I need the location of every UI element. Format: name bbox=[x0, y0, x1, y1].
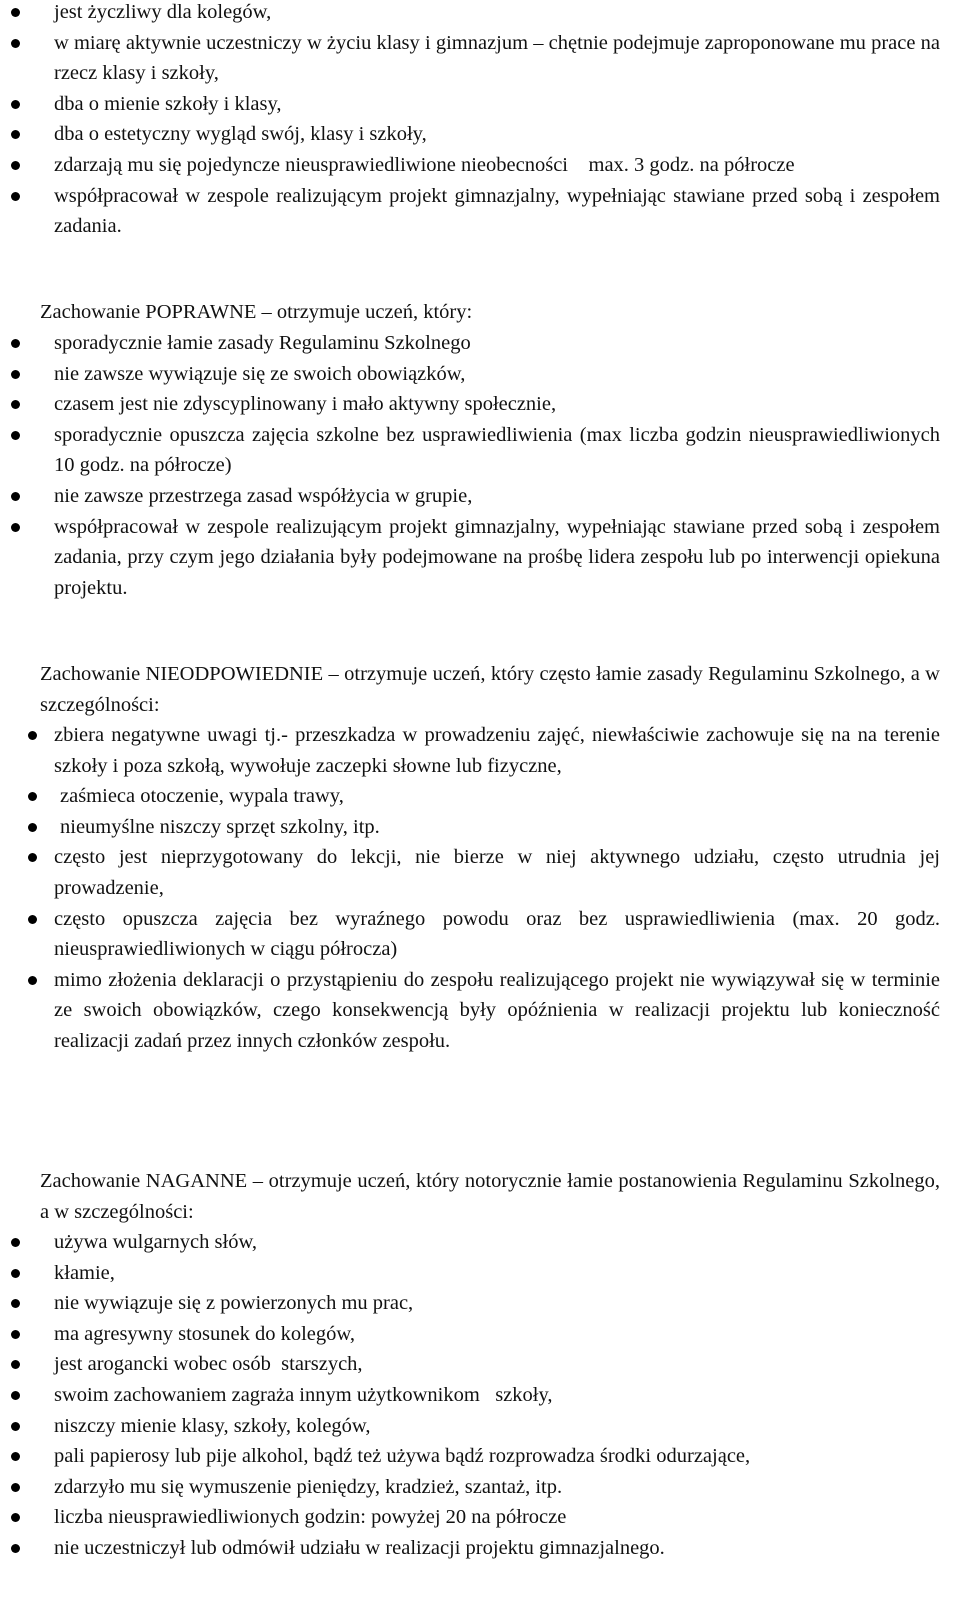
bullet-icon bbox=[11, 39, 20, 48]
section-c-list bbox=[0, 0, 960, 242]
section-d-title: Zachowanie POPRAWNE bbox=[40, 301, 257, 323]
list-item: współpracował w zespole realizującym projekt gimnazjalny, wypełniając stawiane przed sobą i zespołem zadania, przy czym jego działania były podejmowane na prośbę lidera zespołu lub po interwencji opiekuna projektu. bbox=[0, 512, 960, 604]
list-item: zaśmieca otoczenie, wypala trawy, bbox=[0, 781, 960, 812]
list-item: liczba nieusprawiedliwionych godzin: powyżej 20 na półrocze bbox=[0, 1502, 960, 1533]
list-item: dba o mienie szkoły i klasy, bbox=[0, 89, 960, 120]
section-e-intro: – otrzymuje uczeń, który często łamie zasady Regulaminu Szkolnego, a w szczególności: bbox=[40, 663, 940, 716]
list-item: pali papierosy lub pije alkohol, bądź też używa bądź rozprowadza środki odurzające, bbox=[0, 1441, 960, 1472]
list-item: sporadycznie opuszcza zajęcia szkolne bez usprawiedliwienia (max liczba godzin nieusprawiedliwionych 10 godz. na półrocze) bbox=[0, 420, 960, 481]
section-f-title: Zachowanie NAGANNE bbox=[40, 1170, 248, 1192]
list-item: mimo złożenia deklaracji o przystąpieniu do zespołu realizującego projekt nie wywiązywał się w terminie ze swoich obowiązków, czego konsekwencją były opóźnienia w realizacji projektu lub konieczność realizacji zadań przez innych członków zespołu. bbox=[0, 965, 960, 1057]
list-item: kłamie, bbox=[0, 1258, 960, 1289]
list-item: używa wulgarnych słów, bbox=[0, 1227, 960, 1258]
bullet-icon bbox=[11, 1544, 20, 1553]
bullet-icon bbox=[11, 100, 20, 109]
list-item: nie wywiązuje się z powierzonych mu prac, bbox=[0, 1288, 960, 1319]
bullet-icon bbox=[11, 1422, 20, 1431]
bullet-icon bbox=[11, 370, 20, 379]
bullet-icon bbox=[11, 1299, 20, 1308]
list-item: swoim zachowaniem zagraża innym użytkownikom szkoły, bbox=[0, 1380, 960, 1411]
list-item: często opuszcza zajęcia bez wyraźnego powodu oraz bez usprawiedliwienia (max. 20 godz. nieusprawiedliwionych w ciągu półrocza) bbox=[0, 904, 960, 965]
bullet-icon bbox=[11, 1360, 20, 1369]
list-item: nieumyślne niszczy sprzęt szkolny, itp. bbox=[0, 812, 960, 843]
bullet-icon bbox=[11, 1452, 20, 1461]
bullet-icon bbox=[28, 792, 37, 801]
bullet-icon bbox=[11, 400, 20, 409]
section-f-intro: – otrzymuje uczeń, który notorycznie łamie postanowienia Regulaminu Szkolnego, a w szczególności: bbox=[40, 1170, 940, 1223]
section-d-intro: – otrzymuje uczeń, który: bbox=[256, 301, 473, 323]
bullet-icon bbox=[28, 976, 37, 985]
bullet-icon bbox=[11, 192, 20, 201]
section-f-letter bbox=[0, 1166, 40, 1197]
bullet-icon bbox=[11, 1391, 20, 1400]
list-item: niszczy mienie klasy, szkoły, kolegów, bbox=[0, 1411, 960, 1442]
bullet-icon bbox=[11, 523, 20, 532]
bullet-icon bbox=[28, 731, 37, 740]
bullet-icon bbox=[11, 339, 20, 348]
bullet-icon bbox=[11, 1330, 20, 1339]
list-item: współpracował w zespole realizującym projekt gimnazjalny, wypełniając stawiane przed sobą i zespołem zadania. bbox=[0, 181, 960, 242]
list-item: zdarzyło mu się wymuszenie pieniędzy, kradzież, szantaż, itp. bbox=[0, 1472, 960, 1503]
bullet-icon bbox=[11, 8, 20, 17]
bullet-icon bbox=[28, 915, 37, 924]
section-d-heading bbox=[0, 297, 960, 328]
bullet-icon bbox=[28, 823, 37, 832]
list-item: ma agresywny stosunek do kolegów, bbox=[0, 1319, 960, 1350]
list-item: jest życzliwy dla kolegów, bbox=[0, 0, 960, 28]
section-d-letter bbox=[0, 297, 40, 328]
list-item: nie zawsze przestrzega zasad współżycia w grupie, bbox=[0, 481, 960, 512]
list-item: w miarę aktywnie uczestniczy w życiu klasy i gimnazjum – chętnie podejmuje zaproponowane mu prace na rzecz klasy i szkoły, bbox=[0, 28, 960, 89]
section-d-list bbox=[0, 328, 960, 603]
bullet-icon bbox=[11, 1483, 20, 1492]
section-e-title: Zachowanie NIEODPOWIEDNIE bbox=[40, 663, 324, 685]
list-item: nie zawsze wywiązuje się ze swoich obowiązków, bbox=[0, 359, 960, 390]
list-item: zdarzają mu się pojedyncze nieusprawiedliwione nieobecności max. 3 godz. na półrocze bbox=[0, 150, 960, 181]
bullet-icon bbox=[28, 853, 37, 862]
section-e-heading bbox=[0, 659, 960, 720]
list-item: jest arogancki wobec osób starszych, bbox=[0, 1349, 960, 1380]
bullet-icon bbox=[11, 1513, 20, 1522]
bullet-icon bbox=[11, 431, 20, 440]
list-item: często jest nieprzygotowany do lekcji, nie bierze w niej aktywnego udziału, często utrudnia jej prowadzenie, bbox=[0, 842, 960, 903]
section-e-list bbox=[0, 720, 960, 1057]
bullet-icon bbox=[11, 492, 20, 501]
bullet-icon bbox=[11, 161, 20, 170]
section-f-list bbox=[0, 1227, 960, 1564]
bullet-icon bbox=[11, 1269, 20, 1278]
list-item: zbiera negatywne uwagi tj.- przeszkadza w prowadzeniu zajęć, niewłaściwie zachowuje się na na terenie szkoły i poza szkołą, wywołuje zaczepki słowne lub fizyczne, bbox=[0, 720, 960, 781]
list-item: sporadycznie łamie zasady Regulaminu Szkolnego bbox=[0, 328, 960, 359]
bullet-icon bbox=[11, 1238, 20, 1247]
bullet-icon bbox=[11, 130, 20, 139]
section-f-heading bbox=[0, 1166, 960, 1227]
list-item: dba o estetyczny wygląd swój, klasy i szkoły, bbox=[0, 119, 960, 150]
list-item: czasem jest nie zdyscyplinowany i mało aktywny społecznie, bbox=[0, 389, 960, 420]
list-item: nie uczestniczył lub odmówił udziału w realizacji projektu gimnazjalnego. bbox=[0, 1533, 960, 1564]
section-e-letter bbox=[0, 659, 40, 690]
